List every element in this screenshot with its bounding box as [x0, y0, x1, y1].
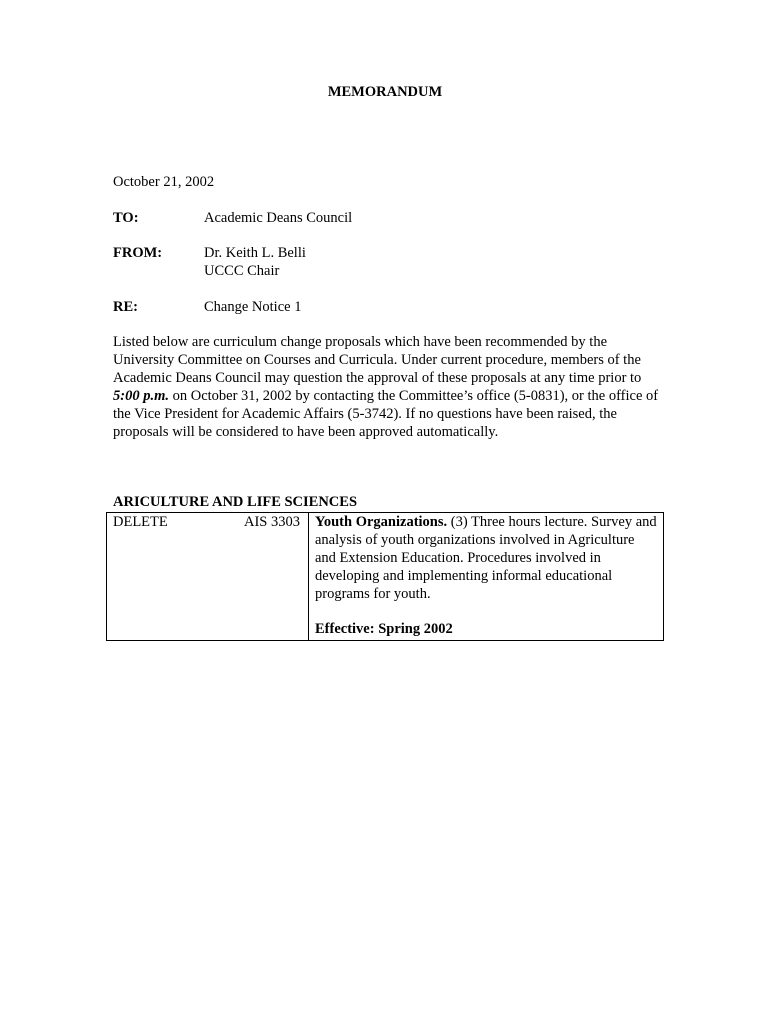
change-table — [106, 512, 664, 641]
re-value: Change Notice 1 — [204, 299, 302, 315]
deadline-time: 5:00 p.m. — [113, 388, 169, 404]
course-description-text: (3) Three hours lecture. Survey and analysis of youth organizations involved in Agriculture and Extension Education. Procedures involved in developing and implementing informal educational programs for youth. — [315, 514, 657, 602]
re-label: RE: — [113, 299, 138, 315]
effective-date: Effective: Spring 2002 — [315, 621, 453, 637]
memo-date: October 21, 2002 — [113, 174, 215, 190]
body-paragraph — [113, 333, 665, 441]
from-name: Dr. Keith L. Belli — [204, 245, 306, 261]
change-action: DELETE — [113, 514, 168, 530]
to-value: Academic Deans Council — [204, 210, 353, 226]
from-label: FROM: — [113, 245, 163, 261]
body-text-part1: Listed below are curriculum change proposals which have been recommended by the University Committee on Courses and Curricula. Under current procedure, members of the Academic Deans Council may question the approval of these proposals at any time prior to — [113, 334, 642, 386]
to-label: TO: — [113, 210, 139, 226]
course-description — [315, 513, 659, 603]
course-number: AIS 3303 — [233, 513, 309, 641]
memo-title: MEMORANDUM — [327, 84, 443, 100]
course-description-cell — [309, 513, 664, 641]
from-value — [204, 244, 504, 280]
table-row — [107, 513, 664, 641]
section-heading: ARICULTURE AND LIFE SCIENCES — [113, 494, 358, 510]
course-name: Youth Organizations. — [315, 514, 448, 530]
body-text-part2: on October 31, 2002 by contacting the Committee’s office (5-0831), or the office of the Vice President for Academic Affairs (5-3742). If no questions have been raised, the proposals will be considered to have been approved automatically. — [113, 388, 659, 440]
from-title: UCCC Chair — [204, 263, 280, 279]
